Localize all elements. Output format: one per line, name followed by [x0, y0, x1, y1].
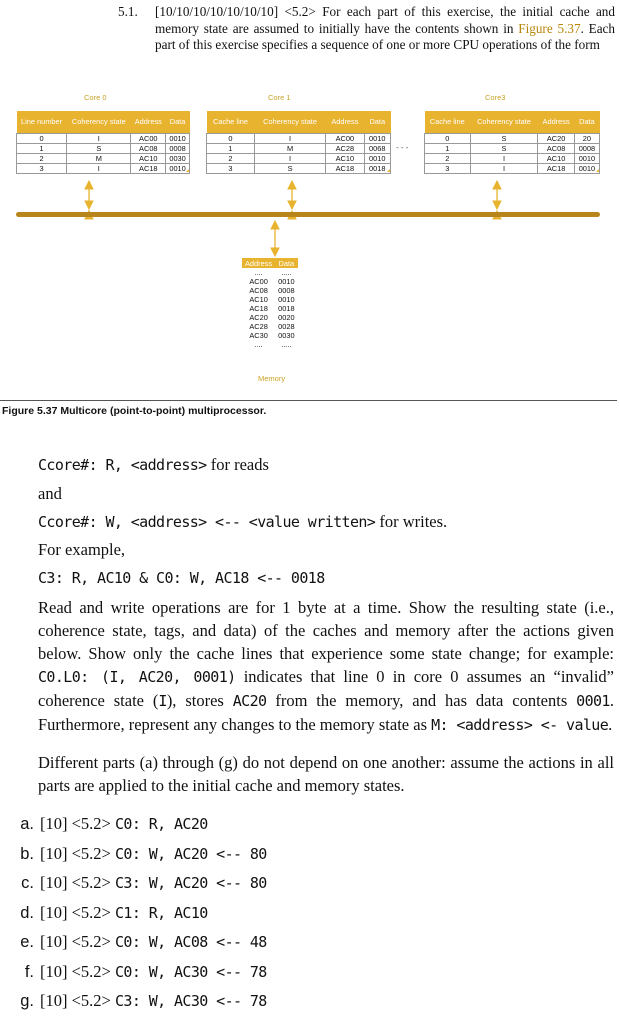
question-item — [10, 991, 267, 1011]
cache-line-row — [207, 144, 391, 154]
cache-cell: 0018 — [364, 164, 390, 174]
cache-header-cell: Data — [574, 111, 599, 134]
question-code: C1: R, AC10 — [114, 903, 208, 922]
core3-label: Core3 — [485, 93, 506, 102]
cache-cell: I — [67, 134, 131, 144]
question-code: C3: W, AC30 <-- 78 — [114, 992, 267, 1010]
question-item — [10, 844, 267, 864]
and-line: and — [38, 484, 62, 503]
paragraph-independence: Different parts (a) through (g) do not depend on one another: assume the actions in all parts are applied to the initial cache and memory states. — [38, 753, 614, 795]
memory-row — [242, 331, 298, 340]
core0-label: Core 0 — [84, 93, 107, 102]
memory-cell: ..... — [281, 340, 292, 349]
memory-arrow-down — [271, 248, 279, 256]
cache-cell: 2 — [17, 154, 67, 164]
cache-cell: S — [254, 164, 325, 174]
read-form-line: Ccore#: R, <address> for reads — [38, 455, 269, 474]
caption-rule — [0, 400, 617, 401]
cache-cell: 0 — [425, 134, 471, 144]
paragraph-rules: Read and write operations are for 1 byte at a time. Show the resulting state (i.e., coherence state, tags, and data) of the caches and memory after the actions given below. Show only the cache lines that experience some state change; for example: C0.L0: (I, AC20, 0001) indicates that line 0 in core 0 assumes an “invalid” coherence state (I), stores AC20 from the memory, and has data contents 0001. Furthermore, represent any changes to the memory state as M: <address> <- value. — [38, 598, 614, 734]
memory-cell: ..... — [281, 268, 292, 277]
question-code: C0: R, AC20 — [114, 815, 208, 833]
cache-cell: 0008 — [166, 144, 190, 154]
memory-cell: 0010 — [278, 277, 295, 286]
question-tag: [10] <5.2> — [40, 873, 115, 892]
memory-cell: AC08 — [249, 286, 268, 295]
cache-cell: 3 — [207, 164, 255, 174]
cache-cell: AC10 — [131, 154, 166, 164]
for-example-line: For example, — [38, 540, 126, 559]
cache-line-row — [425, 164, 600, 174]
cache-cell: 0008 — [574, 144, 599, 154]
cache-header-cell: Coherency state — [254, 111, 325, 134]
cache-cell: 1 — [17, 144, 67, 154]
question-letter: a. — [20, 815, 34, 833]
cache-cell: 0010 — [364, 154, 390, 164]
cache-cell: S — [470, 144, 538, 154]
cache-cell: 2 — [207, 154, 255, 164]
memory-cell: 0030 — [278, 331, 295, 340]
core0-cache-table — [16, 111, 190, 174]
core3-arrow-up — [493, 181, 501, 189]
memory-cell: AC10 — [249, 295, 268, 304]
question-letter: e. — [20, 933, 34, 951]
memory-row — [242, 268, 298, 277]
memory-cell: AC20 — [249, 313, 268, 322]
cache-cell: 2 — [425, 154, 471, 164]
cache-cell: AC10 — [326, 154, 364, 164]
cache-cell: AC08 — [131, 144, 166, 154]
memory-row — [242, 286, 298, 295]
question-letter: g. — [20, 992, 34, 1010]
core1-cache-table — [206, 111, 391, 174]
memory-label: Memory — [258, 374, 286, 383]
cache-cell: I — [470, 164, 538, 174]
question-code: C0: W, AC20 <-- 80 — [114, 844, 267, 863]
cache-cell: 0010 — [364, 134, 390, 144]
cache-line-row — [17, 154, 190, 164]
cache-cell: 1 — [207, 144, 255, 154]
memory-row — [242, 313, 298, 322]
cache-header-cell: Cache line — [207, 111, 255, 134]
question-code: C3: W, AC20 <-- 80 — [114, 874, 267, 892]
question-tag: [10] <5.2> — [40, 902, 115, 922]
question-item — [10, 873, 267, 893]
question-code: C0: W, AC08 <-- 48 — [114, 933, 267, 951]
cache-cell: AC20 — [538, 134, 574, 144]
cache-cell: I — [470, 154, 538, 164]
cache-cell: 0010 — [166, 164, 190, 174]
memory-header-cell: Address — [242, 258, 275, 268]
figure-caption: Figure 5.37 Multicore (point-to-point) multiprocessor. — [2, 405, 267, 417]
cache-cell: AC18 — [326, 164, 364, 174]
question-tag: [10] <5.2> — [40, 843, 115, 863]
cache-cell: M — [254, 144, 325, 154]
example-code-line: C3: R, AC10 & C0: W, AC18 <-- 0018 — [38, 569, 325, 587]
core0-arrow-up — [85, 181, 93, 189]
memory-cell: 0018 — [278, 304, 295, 313]
cache-cell: S — [67, 144, 131, 154]
question-tag: [10] <5.2> — [40, 991, 115, 1010]
cache-line-row — [425, 154, 600, 164]
cache-cell: 0068 — [364, 144, 390, 154]
cache-line-row — [17, 144, 190, 154]
cache-cell: AC00 — [131, 134, 166, 144]
cache-cell: 0010 — [574, 154, 599, 164]
memory-cell: AC28 — [249, 322, 268, 331]
cache-header-cell: Coherency state — [470, 111, 538, 134]
cache-line-row — [207, 134, 391, 144]
cache-line-row — [425, 134, 600, 144]
memory-row — [242, 304, 298, 313]
cache-header-cell: Data — [166, 111, 190, 134]
question-tag: [10] <5.2> — [40, 814, 115, 833]
memory-cell: 0008 — [278, 286, 295, 295]
core1-arrow-down — [288, 201, 296, 209]
cache-cell: 1 — [425, 144, 471, 154]
question-letter: d. — [20, 903, 34, 922]
exercise-intro: [10/10/10/10/10/10/10] <5.2> For each part of this exercise, the initial cache and memory state are assumed to initially have the contents shown in Figure 5.37. Each part of this exercise specifies a sequence of one or more CPU operations of the form — [155, 4, 616, 52]
cache-cell: 0010 — [166, 134, 190, 144]
cache-header-cell: Coherency state — [67, 111, 131, 134]
cache-line-row — [17, 164, 190, 174]
core0-arrow-down — [85, 201, 93, 209]
memory-cell: 0028 — [278, 322, 295, 331]
question-letter: c. — [21, 874, 34, 892]
figure-link[interactable]: Figure 5.37 — [518, 20, 581, 36]
cache-cell: AC08 — [538, 144, 574, 154]
question-item — [10, 962, 267, 982]
cache-cell: 20 — [574, 134, 599, 144]
question-tag: [10] <5.2> — [40, 961, 115, 981]
core1-arrow-up — [288, 181, 296, 189]
memory-cell: .... — [254, 268, 263, 277]
question-item — [10, 814, 208, 834]
question-code: C0: W, AC30 <-- 78 — [114, 962, 267, 981]
cache-cell: I — [254, 154, 325, 164]
memory-cell: 0020 — [278, 313, 295, 322]
question-letter: b. — [20, 844, 34, 863]
core1-label: Core 1 — [268, 93, 291, 102]
cache-cell: 0 — [207, 134, 255, 144]
memory-row — [242, 295, 298, 304]
core3-arrow-down — [493, 201, 501, 209]
cache-header-cell: Address — [131, 111, 166, 134]
cache-cell: AC28 — [326, 144, 364, 154]
memory-row — [242, 277, 298, 286]
cache-header-cell: Cache line — [425, 111, 471, 134]
question-item — [10, 932, 267, 952]
cache-header-cell: Data — [364, 111, 390, 134]
memory-cell: AC18 — [249, 304, 268, 313]
cache-cell: 0030 — [166, 154, 190, 164]
cache-cell: I — [67, 164, 131, 174]
memory-header-cell: Data — [275, 258, 297, 268]
question-tag: [10] <5.2> — [40, 932, 115, 951]
cache-line-row — [17, 134, 190, 144]
cache-header-cell: Line number — [17, 111, 67, 134]
memory-row — [242, 340, 298, 349]
interconnect-bus — [16, 212, 600, 217]
memory-arrow-up — [271, 221, 279, 229]
cache-cell: AC00 — [326, 134, 364, 144]
write-form-line: Ccore#: W, <address> <-- <value written> for writes. — [38, 512, 448, 531]
cache-cell: 0 — [17, 134, 67, 144]
memory-table — [242, 258, 298, 349]
memory-cell: AC30 — [249, 331, 268, 340]
cores-ellipsis: - - - — [396, 143, 409, 152]
memory-row — [242, 322, 298, 331]
cache-cell: 3 — [425, 164, 471, 174]
core3-cache-table — [424, 111, 600, 174]
cache-cell: S — [470, 134, 538, 144]
cache-cell: 3 — [17, 164, 67, 174]
cache-cell: 0010 — [574, 164, 599, 174]
cache-cell: AC18 — [131, 164, 166, 174]
cache-line-row — [425, 144, 600, 154]
memory-cell: .... — [254, 340, 263, 349]
question-letter: f. — [24, 962, 34, 981]
question-item — [10, 903, 208, 923]
cache-line-row — [207, 154, 391, 164]
memory-cell: 0010 — [278, 295, 295, 304]
cache-cell: AC18 — [538, 164, 574, 174]
cache-cell: AC10 — [538, 154, 574, 164]
cache-cell: M — [67, 154, 131, 164]
memory-cell: AC00 — [249, 277, 268, 286]
cache-cell: I — [254, 134, 325, 144]
cache-header-cell: Address — [538, 111, 574, 134]
exercise-number: 5.1. — [118, 4, 138, 19]
cache-line-row — [207, 164, 391, 174]
figure-5-37 — [0, 88, 619, 418]
cache-header-cell: Address — [326, 111, 364, 134]
